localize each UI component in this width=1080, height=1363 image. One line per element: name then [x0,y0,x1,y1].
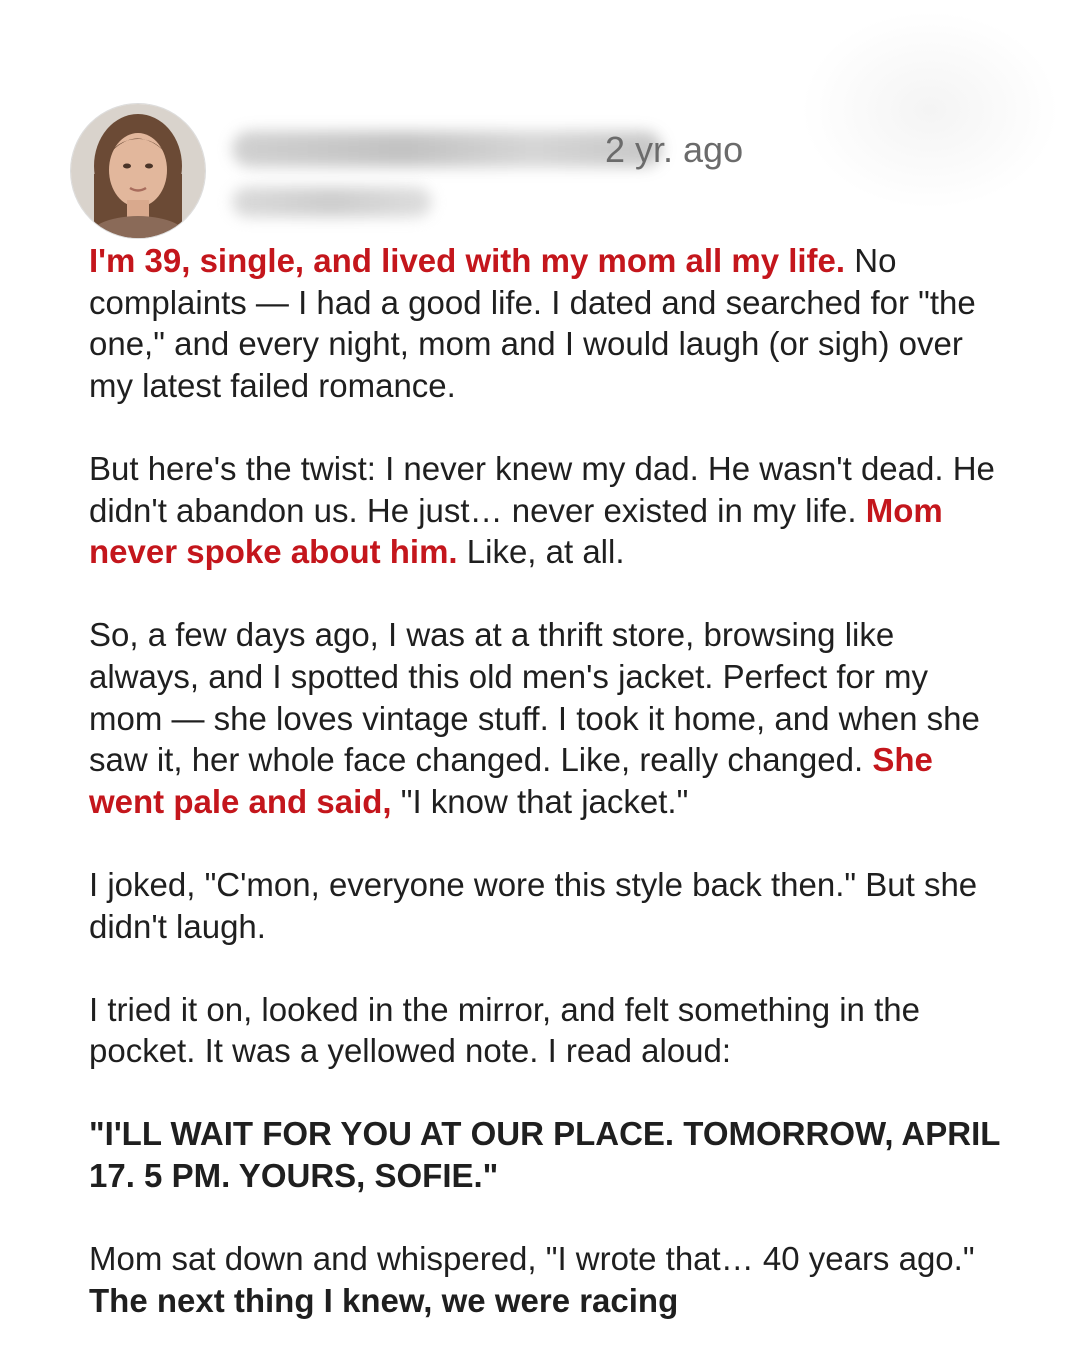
paragraph-5 [89,989,1009,1072]
username-blurred [232,131,662,167]
body-text: Like, at all. [457,533,625,571]
body-text: I tried it on, looked in the mirror, and felt something in the pocket. It was a yellowed note. I read aloud: [89,990,920,1070]
body-text: No complaints — I had a good life. I dated and searched for "the one," and every night, mom and I would laugh (or sigh) over my latest failed romance. [89,242,976,404]
paragraph-7 [89,1238,1009,1321]
highlighted-text: She went pale and said, [89,741,933,820]
paragraph-2 [89,448,1009,573]
body-text: But here's the twist: I never knew my dad. He wasn't dead. He didn't abandon us. He just… never existed in my life. [89,449,995,529]
body-text: "I know that jacket." [391,782,689,820]
woman-portrait-avatar-icon [71,104,205,238]
bold-text: The next thing I knew, we were racing [89,1281,679,1319]
note-text: "I'LL WAIT FOR YOU AT OUR PLACE. TOMORROW, APRIL 17. 5 PM. YOURS, SOFIE." [89,1115,1000,1195]
avatar[interactable] [70,103,206,239]
background-shade [800,10,1060,210]
body-text: Mom sat down and whispered, "I wrote that… 40 years ago." [89,1240,975,1278]
body-text: I joked, "C'mon, everyone wore this style back then." But she didn't laugh. [89,865,978,945]
highlighted-text: Mom never spoke about him. [89,491,943,571]
paragraph-4 [89,864,1009,947]
author-subline-blurred [232,187,432,217]
post-body [89,240,1009,1363]
highlighted-text: I'm 39, single, and lived with my mom all my life. [89,242,846,279]
post-timestamp: 2 yr. ago [605,129,744,170]
paragraph-1 [89,240,1009,406]
paragraph-6-note-quote [89,1113,1009,1196]
paragraph-3 [89,614,1009,822]
body-text: So, a few days ago, I was at a thrift store, browsing like always, and I spotted this old men's jacket. Perfect for my mom — she loves vintage stuff. I took it home, and when she saw it, her whole face changed. Like, really changed. [89,616,980,779]
post-header [70,103,830,239]
